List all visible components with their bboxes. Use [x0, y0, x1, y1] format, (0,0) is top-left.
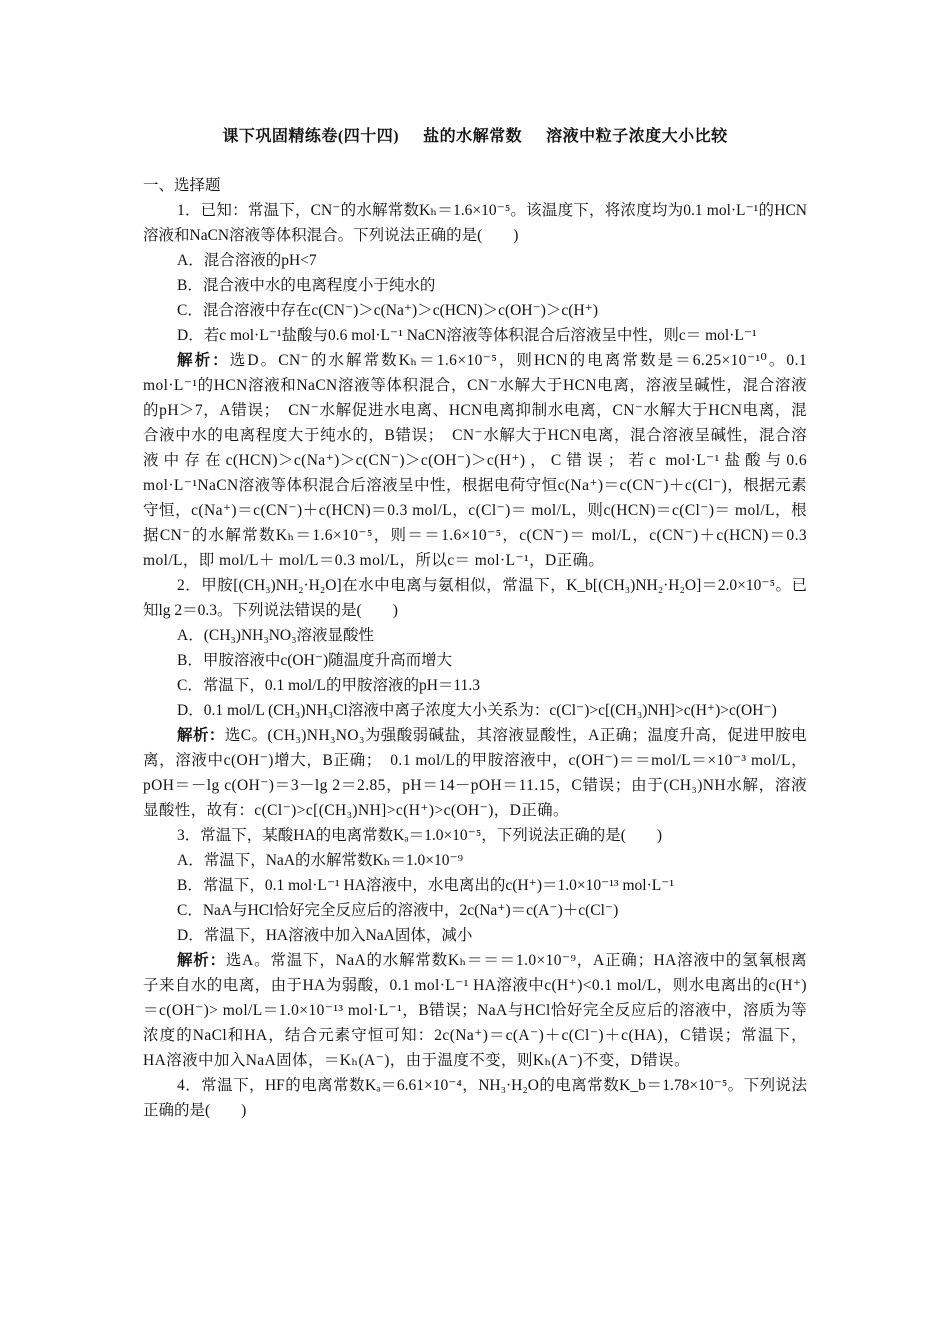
section-heading: 一、选择题	[143, 177, 221, 194]
analysis-label: 解析：	[177, 727, 225, 744]
question-1-analysis	[143, 348, 807, 573]
question-2-analysis	[143, 723, 807, 823]
question-3-option-a: A．常温下，NaA的水解常数Kₕ＝1.0×10⁻⁹	[177, 852, 464, 869]
question-2-option-c: C．常温下，0.1 mol/L的甲胺溶液的pH＝11.3	[177, 677, 480, 694]
question-3-option-c: C．NaA与HCl恰好完全反应后的溶液中，2c(Na⁺)＝c(A⁻)＋c(Cl⁻)	[177, 902, 619, 919]
question-1-option-d: D．若c mol·L⁻¹盐酸与0.6 mol·L⁻¹ NaCN溶液等体积混合后溶液呈中性，则c＝ mol·L⁻¹	[177, 327, 757, 344]
question-2-option-d: D．0.1 mol/L (CH₃)NH₃Cl溶液中离子浓度大小关系为：c(Cl⁻)>c[(CH₃)NH]>c(H⁺)>c(OH⁻)	[177, 702, 777, 719]
analysis-label: 解析：	[177, 952, 226, 969]
analysis-label: 解析：	[177, 352, 230, 369]
question-2-analysis-text: 选C。(CH₃)NH₃NO₃为强酸弱碱盐，其溶液显酸性，A正确；温度升高，促进甲胺电离，溶液中c(OH⁻)增大，B正确； 0.1 mol/L的甲胺溶液中，c(OH⁻)＝＝mol/L＝×10⁻³ mol/L，pOH＝－lg c(OH⁻)＝3－lg 2＝2.85，pH＝14－pOH＝11.15，C错误；由于(CH₃)NH水解，溶液显酸性，故有：c(Cl⁻)>c[(CH₃)NH]>c(H⁺)>c(OH⁻)，D正确。	[143, 727, 807, 819]
question-1-option-c: C．混合溶液中存在c(CN⁻)＞c(Na⁺)＞c(HCN)＞c(OH⁻)＞c(H⁺)	[177, 302, 598, 319]
question-1-option-b: B．混合液中水的电离程度小于纯水的	[177, 277, 436, 294]
title-part-3: 溶液中粒子浓度大小比较	[546, 128, 728, 145]
question-3-option-b: B．常温下，0.1 mol·L⁻¹ HA溶液中，水电离出的c(H⁺)＝1.0×10⁻¹³ mol·L⁻¹	[177, 877, 675, 894]
question-3-analysis	[143, 948, 807, 1073]
question-4-stem: 4．常温下，HF的电离常数Kₐ＝6.61×10⁻⁴，NH₃·H₂O的电离常数K_b＝1.78×10⁻⁵。下列说法正确的是( )	[143, 1077, 807, 1119]
question-2-stem: 2．甲胺[(CH₃)NH₂·H₂O]在水中电离与氨相似，常温下，K_b[(CH₃)NH₂·H₂O]＝2.0×10⁻⁵。已知lg 2＝0.3。下列说法错误的是( )	[143, 577, 807, 619]
question-3-option-d: D．常温下，HA溶液中加入NaA固体，减小	[177, 927, 473, 944]
question-2-option-b: B．甲胺溶液中c(OH⁻)随温度升高而增大	[177, 652, 453, 669]
question-3-analysis-text: 选A。常温下，NaA的水解常数Kₕ＝＝＝1.0×10⁻⁹，A正确；HA溶液中的氢氧根离子来自水的电离，由于HA为弱酸，0.1 mol·L⁻¹ HA溶液中c(H⁺)<0.1 mol/L，则水电离出的c(H⁺)＝c(OH⁻)> mol/L＝1.0×10⁻¹³ mol·L⁻¹，B错误；NaA与HCl恰好完全反应后的溶液中，溶质为等浓度的NaCl和HA，结合元素守恒可知：2c(Na⁺)＝c(A⁻)＋c(Cl⁻)＋c(HA)，C错误；常温下，HA溶液中加入NaA固体，＝Kₕ(A⁻)，由于温度不变，则Kₕ(A⁻)不变，D错误。	[143, 952, 807, 1069]
question-1-option-a: A．混合溶液的pH<7	[177, 252, 317, 269]
title-part-2: 盐的水解常数	[423, 128, 523, 145]
question-3-stem: 3．常温下，某酸HA的电离常数Kₐ＝1.0×10⁻⁵，下列说法正确的是( )	[177, 827, 663, 844]
page-title	[143, 124, 807, 149]
question-1-stem: 1．已知：常温下，CN⁻的水解常数Kₕ＝1.6×10⁻⁵。该温度下，将浓度均为0.1 mol·L⁻¹的HCN溶液和NaCN溶液等体积混合。下列说法正确的是( )	[143, 202, 807, 244]
question-1-analysis-text: 选D。CN⁻的水解常数Kₕ＝1.6×10⁻⁵，则HCN的电离常数是＝6.25×10⁻¹⁰。0.1 mol·L⁻¹的HCN溶液和NaCN溶液等体积混合，CN⁻水解大于HCN电离，溶液呈碱性，混合溶液的pH＞7，A错误； CN⁻水解促进水电离、HCN电离抑制水电离，CN⁻水解大于HCN电离，混合液中水的电离程度大于纯水的，B错误； CN⁻水解大于HCN电离，混合溶液呈碱性，混合溶液中存在c(HCN)＞c(Na⁺)＞c(CN⁻)＞c(OH⁻)＞c(H⁺)，C错误；若c mol·L⁻¹盐酸与0.6 mol·L⁻¹NaCN溶液等体积混合后溶液呈中性，根据电荷守恒c(Na⁺)＝c(CN⁻)＋c(Cl⁻)，根据元素守恒，c(Na⁺)＝c(CN⁻)＋c(HCN)＝0.3 mol/L，c(Cl⁻)＝ mol/L，则c(HCN)＝c(Cl⁻)＝ mol/L，根据CN⁻的水解常数Kₕ＝1.6×10⁻⁵，则＝＝1.6×10⁻⁵，c(CN⁻)＝ mol/L，c(CN⁻)＋c(HCN)＝0.3 mol/L，即 mol/L＋ mol/L＝0.3 mol/L，所以c＝ mol·L⁻¹，D正确。	[143, 352, 807, 569]
title-part-1: 课下巩固精练卷(四十四)	[222, 128, 400, 145]
question-2-option-a: A．(CH₃)NH₃NO₃溶液显酸性	[177, 627, 375, 644]
